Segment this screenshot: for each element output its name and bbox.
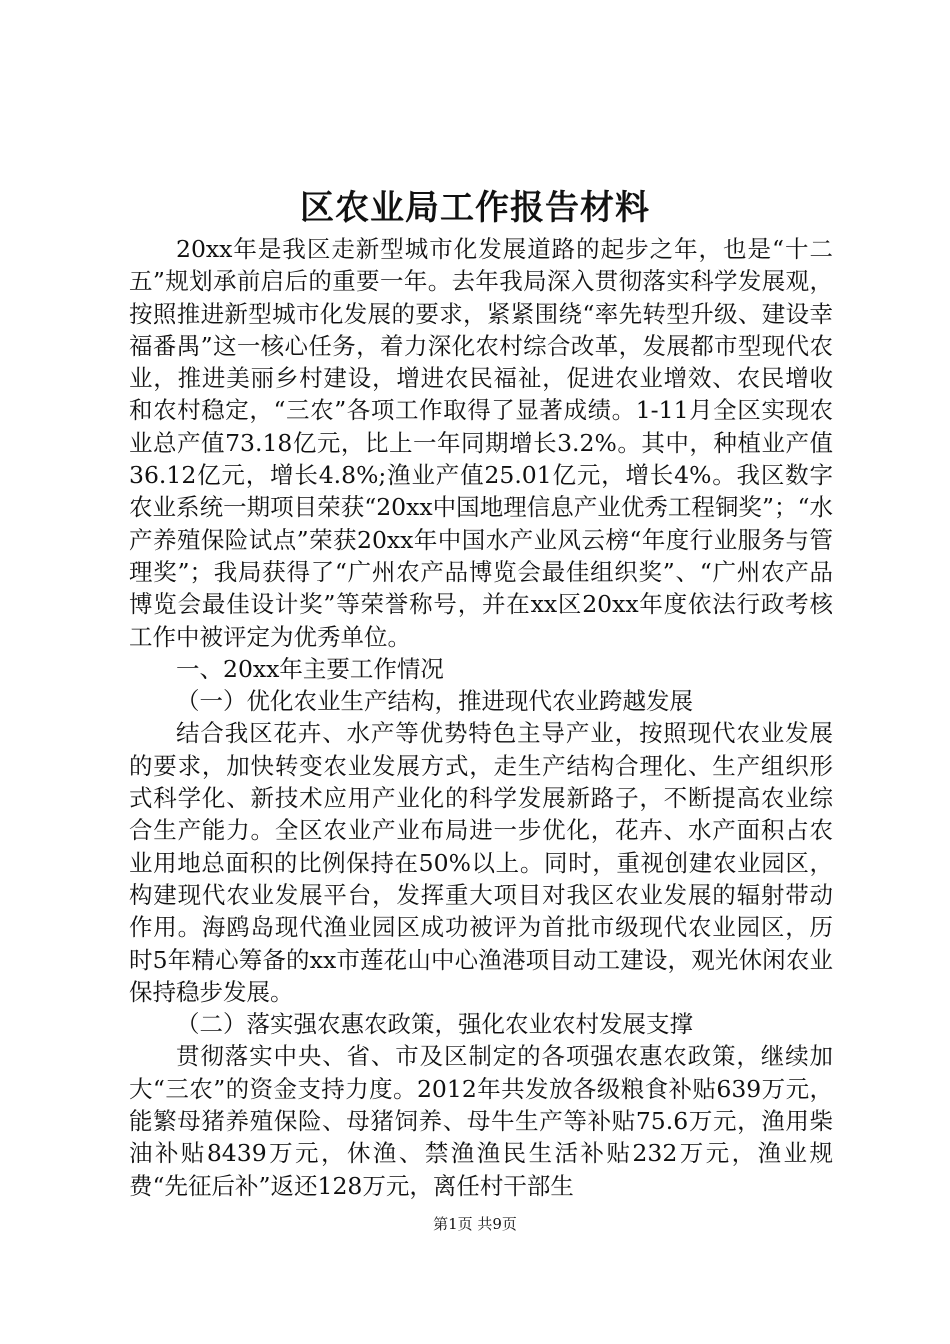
document-body	[129, 233, 833, 1202]
section-heading: 一、20xx年主要工作情况	[176, 654, 444, 683]
subsection-heading-2: （二）落实强农惠农政策，强化农业农村发展支撑	[176, 1010, 693, 1039]
paragraph-policy: 贯彻落实中央、省、市及区制定的各项强农惠农政策，继续加大“三农”的资金支持力度。2012年共发放各级粮食补贴639万元，能繁母猪养殖保险、母猪饲养、母牛生产等补贴75.6万元，渔用柴油补贴8439万元，休渔、禁渔渔民生活补贴232万元，渔业规费“先征后补”返还128万元，离任村干部生	[129, 1042, 833, 1200]
page-footer: 第1页 共9页	[433, 1215, 517, 1233]
paragraph-intro: 20xx年是我区走新型城市化发展道路的起步之年，也是“十二五”规划承前启后的重要一年。去年我局深入贯彻落实科学发展观，按照推进新型城市化发展的要求，紧紧围绕“率先转型升级、建设幸福番禺”这一核心任务，着力深化农村综合改革，发展都市型现代农业，推进美丽乡村建设，增进农民福祉，促进农业增效、农民增收和农村稳定，“三农”各项工作取得了显著成绩。1-11月全区实现农业总产值73.18亿元，比上一年同期增长3.2%。其中，种植业产值36.12亿元，增长4.8%;渔业产值25.01亿元，增长4%。我区数字农业系统一期项目荣获“20xx中国地理信息产业优秀工程铜奖”；“水产养殖保险试点”荣获20xx年中国水产业风云榜“年度行业服务与管理奖”；我局获得了“广州农产品博览会最佳组织奖”、“广州农产品博览会最佳设计奖”等荣誉称号，并在xx区20xx年度依法行政考核工作中被评定为优秀单位。	[129, 235, 833, 651]
subsection-heading-1: （一）优化农业生产结构，推进现代农业跨越发展	[176, 687, 693, 716]
document-title: 区农业局工作报告材料	[300, 188, 650, 228]
paragraph-structure: 结合我区花卉、水产等优势特色主导产业，按照现代农业发展的要求，加快转变农业发展方式，走生产结构合理化、生产组织形式科学化、新技术应用产业化的科学发展新路子，不断提高农业综合生产能力。全区农业产业布局进一步优化，花卉、水产面积占农业用地总面积的比例保持在50%以上。同时，重视创建农业园区，构建现代农业发展平台，发挥重大项目对我区农业发展的辐射带动作用。海鸥岛现代渔业园区成功被评为首批市级现代农业园区，历时5年精心筹备的xx市莲花山中心渔港项目动工建设，观光休闲农业保持稳步发展。	[129, 719, 833, 1006]
